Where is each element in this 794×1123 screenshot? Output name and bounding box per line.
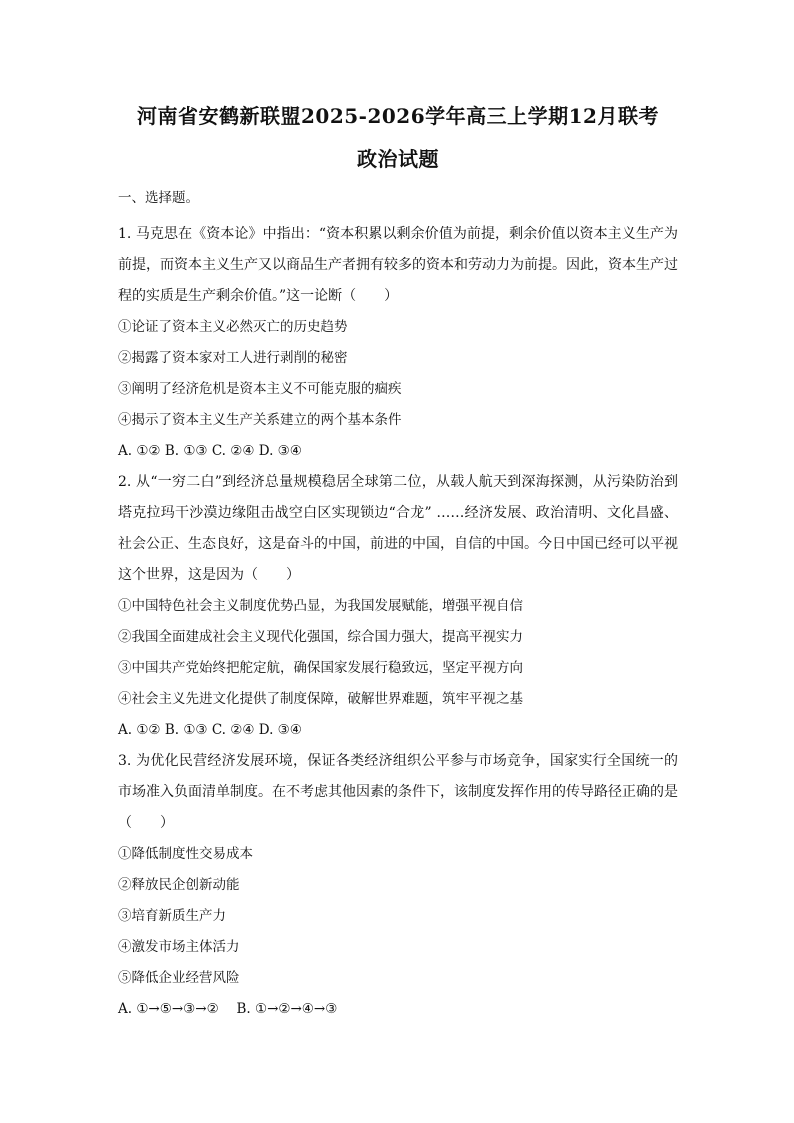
statement-option: ②我国全面建成社会主义现代化强国，综合国力强大，提高平视实力 [118,629,523,645]
exam-subtitle: 政治试题 [357,147,439,171]
answer-choices: A. ①② B. ①③ C. ②④ D. ③④ [118,722,302,738]
question-stem: 2. 从“一穷二白”到经济总量规模稳居全球第二位，从载人航天到深海探测，从污染防治到塔克拉玛干沙漠边缘阻击战空白区实现锁边“合龙” ……经济发展、政治清明、文化昌盛、社会公正、生态良好，这是奋斗的中国，前进的中国，自信的中国。今日中国已经可以平视这个世界，这是因为（ ） [118,474,678,583]
statement-option: ④社会主义先进文化提供了制度保障，破解世界难题，筑牢平视之基 [118,691,523,707]
question-2 [118,467,678,746]
answer-choices: A. ①→⑤→③→② B. ①→②→④→③ [118,1001,338,1017]
question-3 [118,746,678,1025]
statement-option: ④揭示了资本主义生产关系建立的两个基本条件 [118,412,402,428]
question-stem: 3. 为优化民营经济发展环境，保证各类经济组织公平参与市场竞争，国家实行全国统一的市场准入负面清单制度。在不考虑其他因素的条件下，该制度发挥作用的传导路径正确的是（ ） [118,753,678,831]
statement-option: ⑤降低企业经营风险 [118,970,240,986]
exam-title: 河南省安鹤新联盟2025-2026学年高三上学期12月联考 [137,104,659,128]
statement-option: ③培育新质生产力 [118,908,226,924]
statement-option: ①降低制度性交易成本 [118,846,253,862]
question-1 [118,219,678,467]
statement-option: ①中国特色社会主义制度优势凸显，为我国发展赋能，增强平视自信 [118,598,523,614]
statement-option: ③中国共产党始终把舵定航，确保国家发展行稳致远，坚定平视方向 [118,660,523,676]
statement-option: ②释放民企创新动能 [118,877,240,893]
statement-option: ④激发市场主体活力 [118,939,240,955]
section-heading: 一、选择题。 [118,190,199,206]
question-stem: 1. 马克思在《资本论》中指出：“资本积累以剩余价值为前提，剩余价值以资本主义生产为前提，而资本主义生产又以商品生产者拥有较多的资本和劳动力为前提。因此，资本生产过程的实质是生产剩余价值。”这一论断（ ） [118,226,678,304]
statement-option: ②揭露了资本家对工人进行剥削的秘密 [118,350,348,366]
statement-option: ③阐明了经济危机是资本主义不可能克服的痼疾 [118,381,402,397]
answer-choices: A. ①② B. ①③ C. ②④ D. ③④ [118,443,302,459]
statement-option: ①论证了资本主义必然灭亡的历史趋势 [118,319,348,335]
